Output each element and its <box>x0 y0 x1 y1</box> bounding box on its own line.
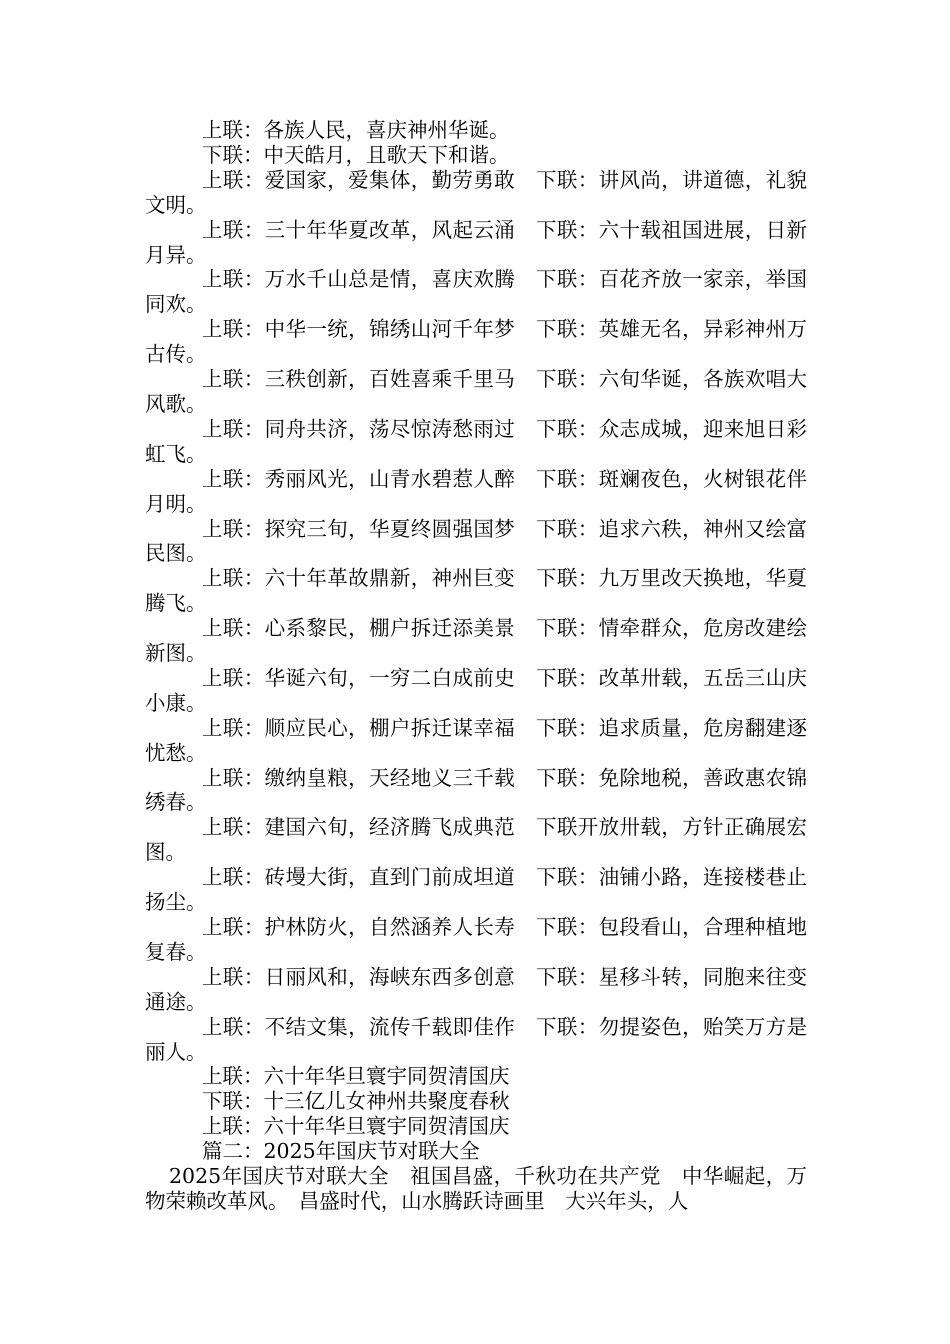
couplet-line: 下联：十三亿儿女神州共聚度春秋 <box>202 1089 510 1114</box>
couplet-line: 上联：中华一统，锦绣山河千年梦 下联：英雄无名，异彩神州万古传。 <box>145 317 807 367</box>
couplet-line: 上联：秀丽风光，山青水碧惹人醉 下联：斑斓夜色，火树银花伴月明。 <box>145 466 807 516</box>
couplet-line: 上联：三秩创新，百姓喜乘千里马 下联：六旬华诞，各族欢唱大风歌。 <box>145 367 807 416</box>
couplet-line: 上联：心系黎民，棚户拆迁添美景 下联：情牵群众，危房改建绘新图。 <box>145 616 807 666</box>
couplet-line: 上联：日丽风和，海峡东西多创意 下联：星移斗转，同胞来往变通途。 <box>145 964 807 1014</box>
couplet-line: 上联：六十年华旦寰宇同贺清国庆 <box>202 1064 510 1089</box>
couplet-line: 上联：华诞六旬，一穷二白成前史 下联：改革卅载，五岳三山庆小康。 <box>145 665 807 715</box>
couplet-line: 上联：顺应民心，棚户拆迁谋幸福 下联：追求质量，危房翻建逐忧愁。 <box>145 715 807 765</box>
couplet-line: 上联：探究三旬，华夏终圆强国梦 下联：追求六秩，神州又绘富民图。 <box>145 516 807 566</box>
couplet-line: 上联：砖墁大街，直到门前成坦道 下联：油铺小路，连接楼巷止扬尘。 <box>145 865 807 915</box>
couplet-line: 上联：六十年华旦寰宇同贺清国庆 <box>202 1114 510 1139</box>
couplet-line: 上联：爱国家，爱集体，勤劳勇敢 下联：讲风尚，讲道德，礼貌文明。 <box>145 167 807 217</box>
couplet-line: 上联：护林防火，自然涵养人长寿 下联：包段看山，合理种植地复春。 <box>145 915 807 964</box>
couplet-line: 上联：六十年革故鼎新，神州巨变 下联：九万里改天换地，华夏腾飞。 <box>145 566 807 616</box>
couplet-line: 上联：缴纳皇粮，天经地义三千载 下联：免除地税，善政惠农锦绣春。 <box>145 765 807 815</box>
couplet-line: 上联：各族人民，喜庆神州华诞。 <box>202 118 510 142</box>
document-body <box>145 118 807 1214</box>
section-heading: 篇二：2025年国庆节对联大全 <box>202 1139 480 1164</box>
couplet-line: 上联：建国六旬，经济腾飞成典范 下联开放卅载，方针正确展宏图。 <box>145 815 807 865</box>
couplet-line: 上联：同舟共济，荡尽惊涛愁雨过 下联：众志成城，迎来旭日彩虹飞。 <box>145 416 807 466</box>
couplet-line: 上联：三十年华夏改革，风起云涌 下联：六十载祖国进展，日新月异。 <box>145 217 807 267</box>
couplet-line: 下联：中天皓月，且歌天下和谐。 <box>202 142 510 167</box>
couplet-line: 上联：万水千山总是情，喜庆欢腾 下联：百花齐放一家亲，举国同欢。 <box>145 267 807 317</box>
couplet-line: 上联：不结文集，流传千载即佳作 下联：勿提姿色，贻笑万方是丽人。 <box>145 1014 807 1064</box>
body-paragraph: 2025年国庆节对联大全 祖国昌盛，千秋功在共产党 中华崛起，万物荣赖改革风。 昌盛时代，山水腾跃诗画里 大兴年头，人 <box>145 1164 807 1213</box>
